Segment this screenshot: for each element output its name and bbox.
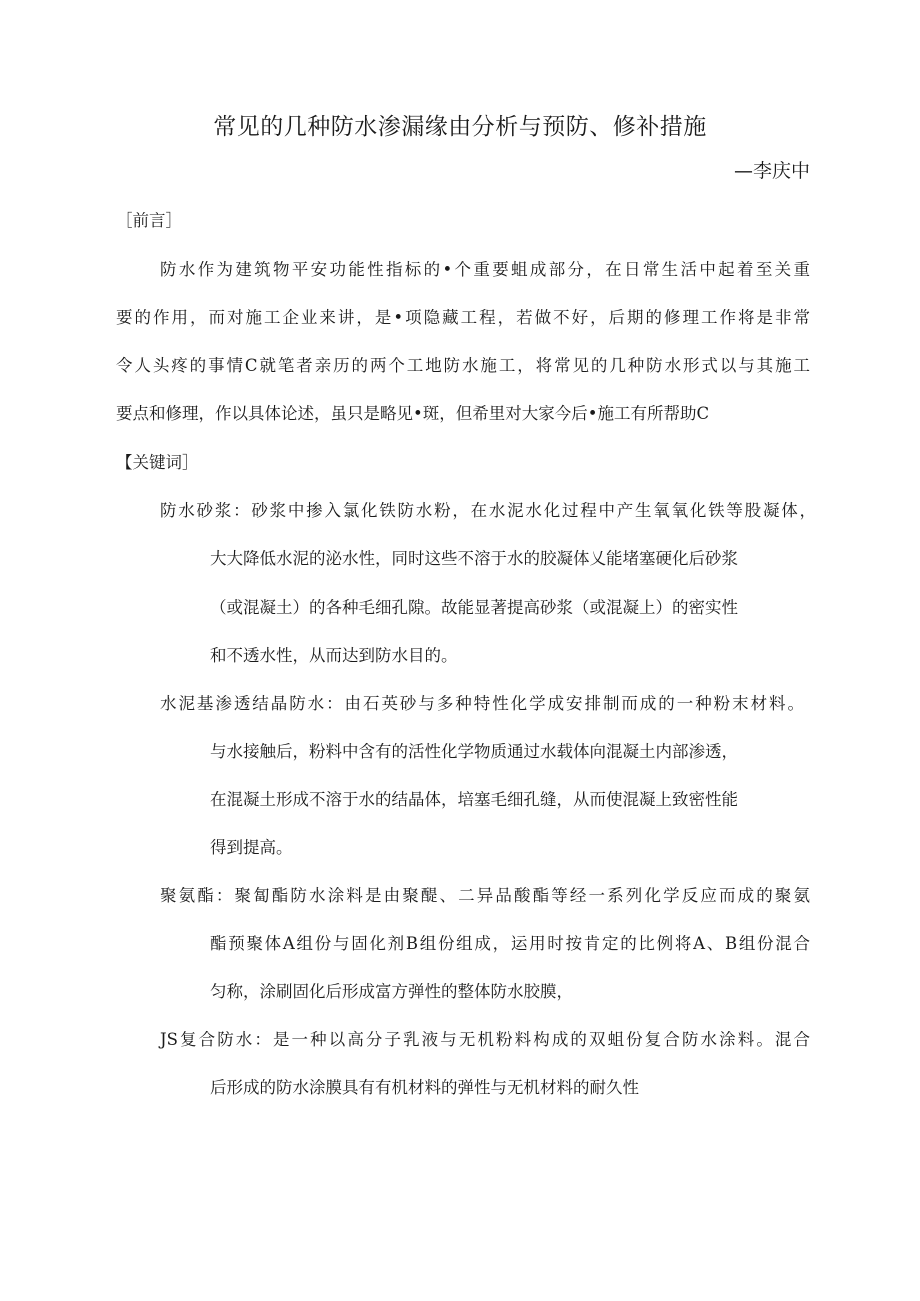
term-line: 后形成的防水涂膜具有有机材料的弹性与无机材料的耐久性 bbox=[210, 1078, 639, 1097]
term-line: 在混凝土形成不溶于水的结晶体，培塞毛细孔缝，从而使混凝上致密性能 bbox=[210, 790, 738, 809]
preface-line: 要的作用，而对施工企业来讲，是•项隐藏工程，若做不好，后期的修理工作将是非常 bbox=[116, 308, 810, 327]
term-first-line: JS复合防水：是一种以高分子乳液与无机粉料构成的双蛆份复合防水涂料。混合 bbox=[160, 1030, 810, 1049]
term-line: 和不透水性，从而达到防水目的。 bbox=[210, 646, 458, 665]
preface-line: 要点和修理，作以具体论述，虽只是略见•斑，但希里对大家今后•施工有所帮助C bbox=[116, 404, 710, 423]
term-first-line: 防水砂浆：砂浆中掺入氯化铁防水粉，在水泥水化过程中产生氧氧化铁等股凝体， bbox=[160, 501, 816, 520]
preface-heading: ［前言］ bbox=[116, 211, 182, 230]
term-line: （或混凝土）的各种毛细孔隙。故能显著提高砂浆（或混凝上）的密实性 bbox=[210, 598, 738, 617]
preface-line: 防水作为建筑物平安功能性指标的•个重要蛆成部分，在日常生活中起着至关重 bbox=[160, 260, 810, 279]
preface-line: 令人头疼的事情C就笔者亲历的两个工地防水施工，将常见的几种防水形式以与其施工 bbox=[116, 356, 810, 375]
term-first-line: 水泥基渗透结晶防水：由石英砂与多种特性化学成安排制而成的一种粉末材料。 bbox=[160, 694, 804, 713]
term-line: 与水接触后，粉料中含有的活性化学物质通过水载体向混凝土内部渗透， bbox=[210, 742, 738, 761]
term-first-line: 聚氨酯：聚匐酯防水涂料是由聚醍、二异品酸酯等经一系列化学反应而成的聚氨 bbox=[160, 886, 810, 905]
term-line: 酯预聚体A组份与固化剂B组份组成，运用时按肯定的比例将A、B组份混合 bbox=[210, 934, 810, 953]
keywords-heading: 【关键词］ bbox=[116, 453, 199, 472]
term-line: 大大降低水泥的泌水性，同时这些不溶于水的胶凝体乂能堵塞硬化后砂浆 bbox=[210, 549, 738, 568]
term-line: 得到提高。 bbox=[210, 838, 293, 857]
document-title: 常见的几种防水渗漏缘由分析与预防、修补措施 bbox=[213, 114, 707, 140]
term-line: 匀称，涂刷固化后形成富方弹性的整体防水胶膜， bbox=[210, 982, 573, 1001]
author-line: —李庆中 bbox=[733, 160, 810, 182]
